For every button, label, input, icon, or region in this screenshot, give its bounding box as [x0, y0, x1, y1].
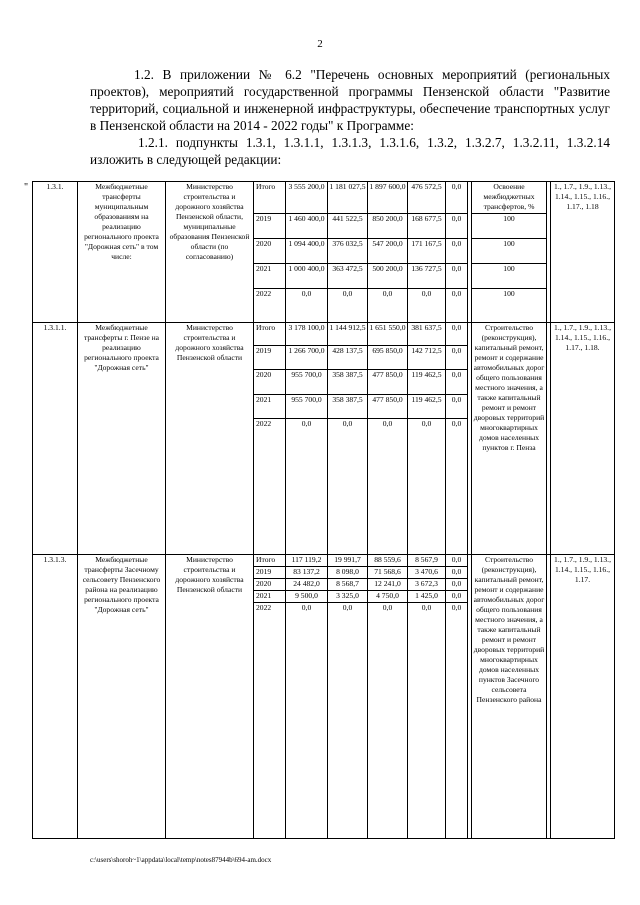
year-cell: 2020: [254, 370, 286, 395]
year-cell: 2021: [254, 264, 286, 289]
total-cell: 0,0: [286, 603, 328, 839]
other-cell: 0,0: [446, 419, 468, 555]
federal-cell: 376 032,5: [328, 239, 368, 264]
federal-cell: 0,0: [328, 419, 368, 555]
table-row: [33, 555, 615, 567]
item-executor: Министерство строительства и дорожного хозяйства Пензенской области, муниципальные образования Пензенской области (по согласованию): [166, 182, 254, 323]
regional-cell: 4 750,0: [368, 591, 408, 603]
links-cell: 1., 1.7., 1.9., 1.13., 1.14., 1.15., 1.16., 1.17., 1.18: [551, 182, 615, 323]
regional-cell: 1 897 600,0: [368, 182, 408, 214]
local-cell: 0,0: [408, 289, 446, 323]
other-cell: 0,0: [446, 346, 468, 370]
total-cell: 1 266 700,0: [286, 346, 328, 370]
local-cell: 8 567,9: [408, 555, 446, 567]
local-cell: 119 462,5: [408, 370, 446, 395]
indicator-value: 100: [472, 239, 547, 264]
item-executor: Министерство строительства и дорожного хозяйства Пензенской области: [166, 555, 254, 839]
total-cell: 1 460 400,0: [286, 214, 328, 239]
other-cell: 0,0: [446, 214, 468, 239]
local-cell: 476 572,5: [408, 182, 446, 214]
total-cell: 117 119,2: [286, 555, 328, 567]
local-cell: 171 167,5: [408, 239, 446, 264]
other-cell: 0,0: [446, 370, 468, 395]
federal-cell: 1 181 027,5: [328, 182, 368, 214]
measures-table: [32, 181, 615, 839]
regional-cell: 477 850,0: [368, 370, 408, 395]
regional-cell: 0,0: [368, 419, 408, 555]
regional-cell: 0,0: [368, 289, 408, 323]
links-cell: 1., 1.7., 1.9., 1.13., 1.14., 1.15., 1.16., 1.17.: [551, 555, 615, 839]
year-cell: 2020: [254, 239, 286, 264]
opening-quote: ": [24, 182, 29, 193]
item-name: Межбюджетные трансферты Засечному сельсовету Пензенского района на реализацию регионального проекта "Дорожная сеть": [78, 555, 166, 839]
total-cell: 24 482,0: [286, 579, 328, 591]
year-cell: Итого: [254, 182, 286, 214]
regional-cell: 88 559,6: [368, 555, 408, 567]
other-cell: 0,0: [446, 395, 468, 419]
other-cell: 0,0: [446, 555, 468, 567]
local-cell: 119 462,5: [408, 395, 446, 419]
federal-cell: 428 137,5: [328, 346, 368, 370]
year-cell: 2019: [254, 567, 286, 579]
other-cell: 0,0: [446, 264, 468, 289]
federal-cell: 1 144 912,5: [328, 323, 368, 346]
total-cell: 955 700,0: [286, 395, 328, 419]
federal-cell: 3 325,0: [328, 591, 368, 603]
year-cell: 2019: [254, 214, 286, 239]
item-number: 1.3.1.3.: [33, 555, 78, 839]
total-cell: 1 000 400,0: [286, 264, 328, 289]
indicator-value: 100: [472, 289, 547, 323]
regional-cell: 0,0: [368, 603, 408, 839]
other-cell: 0,0: [446, 591, 468, 603]
local-cell: 136 727,5: [408, 264, 446, 289]
total-cell: 1 094 400,0: [286, 239, 328, 264]
regional-cell: 500 200,0: [368, 264, 408, 289]
local-cell: 142 712,5: [408, 346, 446, 370]
federal-cell: 358 387,5: [328, 370, 368, 395]
item-name: Межбюджетные трансферты г. Пензе на реализацию регионального проекта "Дорожная сеть": [78, 323, 166, 555]
local-cell: 0,0: [408, 419, 446, 555]
item-name: Межбюджетные трансферты муниципальным образованиям на реализацию регионального проекта "Дорожная сеть" в том числе:: [78, 182, 166, 323]
table-row: [33, 182, 615, 214]
federal-cell: 0,0: [328, 603, 368, 839]
indicator-cell: Освоение межбюджетных трансфертов, %: [472, 182, 547, 214]
local-cell: 1 425,0: [408, 591, 446, 603]
regional-cell: 695 850,0: [368, 346, 408, 370]
year-cell: 2021: [254, 395, 286, 419]
year-cell: 2021: [254, 591, 286, 603]
total-cell: 9 500,0: [286, 591, 328, 603]
indicator-value: 100: [472, 264, 547, 289]
regional-cell: 12 241,0: [368, 579, 408, 591]
page-number: 2: [317, 38, 323, 50]
indicator-cell: Строительство (реконструкция), капитальный ремонт, ремонт и содержание автомобильных дорог общего пользования местного значения, а также капитальный ремонт и ремонт дворовых территорий многоквартирных домов населенных пунктов Засечного сельсовета Пензенского района: [472, 555, 547, 839]
regional-cell: 850 200,0: [368, 214, 408, 239]
other-cell: 0,0: [446, 323, 468, 346]
other-cell: 0,0: [446, 239, 468, 264]
year-cell: 2020: [254, 579, 286, 591]
indicator-cell: Строительство (реконструкция), капитальный ремонт, ремонт и содержание автомобильных дорог общего пользования местного значения, а также капитальный ремонт и ремонт дворовых территорий многоквартирных домов населенных пунктов г. Пенза: [472, 323, 547, 555]
total-cell: 83 137,2: [286, 567, 328, 579]
local-cell: 3 672,3: [408, 579, 446, 591]
other-cell: 0,0: [446, 603, 468, 839]
local-cell: 3 470,6: [408, 567, 446, 579]
federal-cell: 19 991,7: [328, 555, 368, 567]
federal-cell: 358 387,5: [328, 395, 368, 419]
regional-cell: 547 200,0: [368, 239, 408, 264]
item-executor: Министерство строительства и дорожного хозяйства Пензенской области: [166, 323, 254, 555]
federal-cell: 0,0: [328, 289, 368, 323]
total-cell: 3 178 100,0: [286, 323, 328, 346]
item-number: 1.3.1.: [33, 182, 78, 323]
year-cell: 2022: [254, 603, 286, 839]
table-row: [33, 323, 615, 346]
federal-cell: 8 568,7: [328, 579, 368, 591]
year-cell: Итого: [254, 555, 286, 567]
other-cell: 0,0: [446, 182, 468, 214]
total-cell: 0,0: [286, 419, 328, 555]
local-cell: 168 677,5: [408, 214, 446, 239]
other-cell: 0,0: [446, 289, 468, 323]
intro-paragraph-1: 1.2. В приложении № 6.2 "Перечень основных мероприятий (региональных проектов), мероприятий государственной программы Пензенской области "Развитие территорий, социальной и инженерной инфраструктуры, обеспечение транспортных услуг в Пензенской области на 2014 - 2022 годы" к Программе:: [90, 67, 610, 133]
other-cell: 0,0: [446, 567, 468, 579]
local-cell: 0,0: [408, 603, 446, 839]
year-cell: Итого: [254, 323, 286, 346]
total-cell: 955 700,0: [286, 370, 328, 395]
federal-cell: 441 522,5: [328, 214, 368, 239]
regional-cell: 71 568,6: [368, 567, 408, 579]
regional-cell: 477 850,0: [368, 395, 408, 419]
local-cell: 381 637,5: [408, 323, 446, 346]
total-cell: 3 555 200,0: [286, 182, 328, 214]
intro-paragraph-2: 1.2.1. подпункты 1.3.1, 1.3.1.1, 1.3.1.3, 1.3.1.6, 1.3.2, 1.3.2.7, 1.3.2.11, 1.3.2.14 изложить в следующей редакции:: [90, 135, 610, 167]
year-cell: 2022: [254, 289, 286, 323]
federal-cell: 363 472,5: [328, 264, 368, 289]
indicator-value: 100: [472, 214, 547, 239]
year-cell: 2022: [254, 419, 286, 555]
file-path-footer: c:\users\shoroh~1\appdata\local\temp\notes87944b\694-am.docx: [90, 856, 272, 864]
item-number: 1.3.1.1.: [33, 323, 78, 555]
other-cell: 0,0: [446, 579, 468, 591]
federal-cell: 8 098,0: [328, 567, 368, 579]
year-cell: 2019: [254, 346, 286, 370]
links-cell: 1., 1.7., 1.9., 1.13., 1.14., 1.15., 1.16., 1.17., 1.18.: [551, 323, 615, 555]
total-cell: 0,0: [286, 289, 328, 323]
regional-cell: 1 651 550,0: [368, 323, 408, 346]
intro-text: [90, 66, 610, 168]
